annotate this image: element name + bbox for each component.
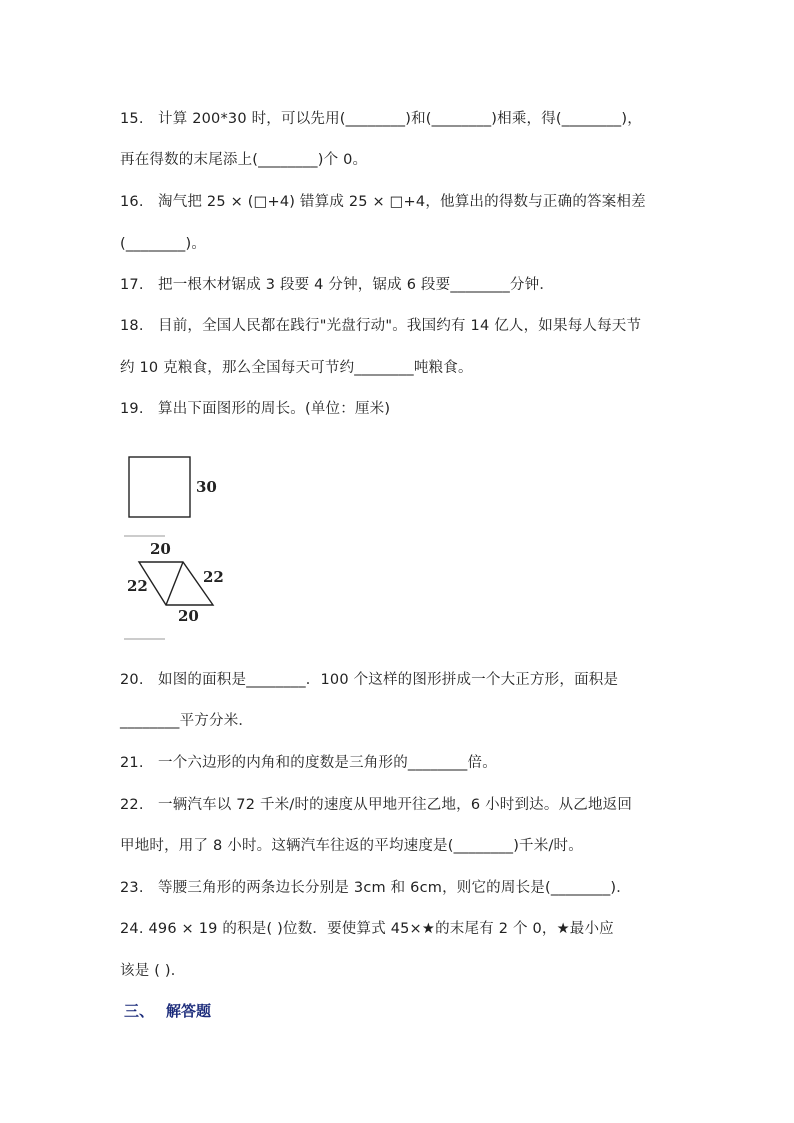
- q17-text: 把一根木材锯成 3 段要 4 分钟，锯成 6 段要________分钟．: [158, 277, 555, 293]
- q15-text-cont: 再在得数的末尾添上(________)个 0。: [120, 152, 368, 168]
- q16-number: 16.: [120, 194, 144, 210]
- parallelogram-right-label: 22: [203, 568, 224, 586]
- square-shape: [129, 457, 190, 517]
- parallelogram-top-label: 20: [150, 540, 171, 558]
- section-title: 解答题: [166, 1002, 212, 1020]
- q23-number: 23.: [120, 880, 144, 896]
- q21-line1: [120, 751, 497, 772]
- q20-line2: [120, 709, 253, 730]
- q20-text: 如图的面积是________．100 个这样的图形拼成一个大正方形，面积是: [158, 672, 619, 688]
- q17-number: 17.: [120, 277, 144, 293]
- q24-text-cont: 该是 ( )．: [120, 963, 186, 979]
- q24-line2: [120, 959, 185, 980]
- q18-text: 目前，全国人民都在践行"光盘行动"。我国约有 14 亿人，如果每人每天节: [158, 318, 642, 334]
- q16-text-cont: (________)。: [120, 236, 207, 252]
- q24-text: 24. 496 × 19 的积是( )位数．要使算式 45×★的末尾有 2 个 0，★最小应: [120, 921, 614, 937]
- q22-line2: [120, 834, 583, 855]
- q19-number: 19.: [120, 401, 144, 417]
- q22-number: 22.: [120, 797, 144, 813]
- parallelogram-shape: [139, 562, 213, 605]
- q20-number: 20.: [120, 672, 144, 688]
- q23-line1: [120, 876, 631, 897]
- q23-text: 等腰三角形的两条边长分别是 3cm 和 6cm，则它的周长是(________)．: [158, 880, 631, 896]
- parallelogram-bottom-label: 20: [178, 607, 199, 625]
- q20-line1: [120, 668, 618, 689]
- parallelogram-left-label: 22: [127, 577, 148, 595]
- q20-text-cont: ________平方分米．: [120, 713, 254, 729]
- q15-text: 计算 200*30 时，可以先用(________)和(________)相乘，得(________)，: [158, 111, 642, 127]
- q21-number: 21.: [120, 755, 144, 771]
- parallelogram-diagonal: [166, 562, 183, 605]
- q18-text-cont: 约 10 克粮食，那么全国每天可节约________吨粮食。: [120, 360, 473, 376]
- q22-text-cont: 甲地时，用了 8 小时。这辆汽车往返的平均速度是(________)千米/时。: [120, 838, 583, 854]
- q18-number: 18.: [120, 318, 144, 334]
- square-side-label: 30: [196, 478, 217, 496]
- q16-text: 淘气把 25 × (□+4) 错算成 25 × □+4，他算出的得数与正确的答案相差: [158, 194, 646, 210]
- section-heading: [124, 1000, 211, 1021]
- q24-line1: [120, 917, 614, 938]
- q15-number: 15.: [120, 111, 144, 127]
- q19-text: 算出下面图形的周长。(单位：厘米): [158, 401, 391, 417]
- section-number: 三、: [124, 1002, 155, 1020]
- q21-text: 一个六边形的内角和的度数是三角形的________倍。: [158, 755, 497, 771]
- q22-text: 一辆汽车以 72 千米/时的速度从甲地开往乙地，6 小时到达。从乙地返回: [158, 797, 633, 813]
- q22-line1: [120, 793, 632, 814]
